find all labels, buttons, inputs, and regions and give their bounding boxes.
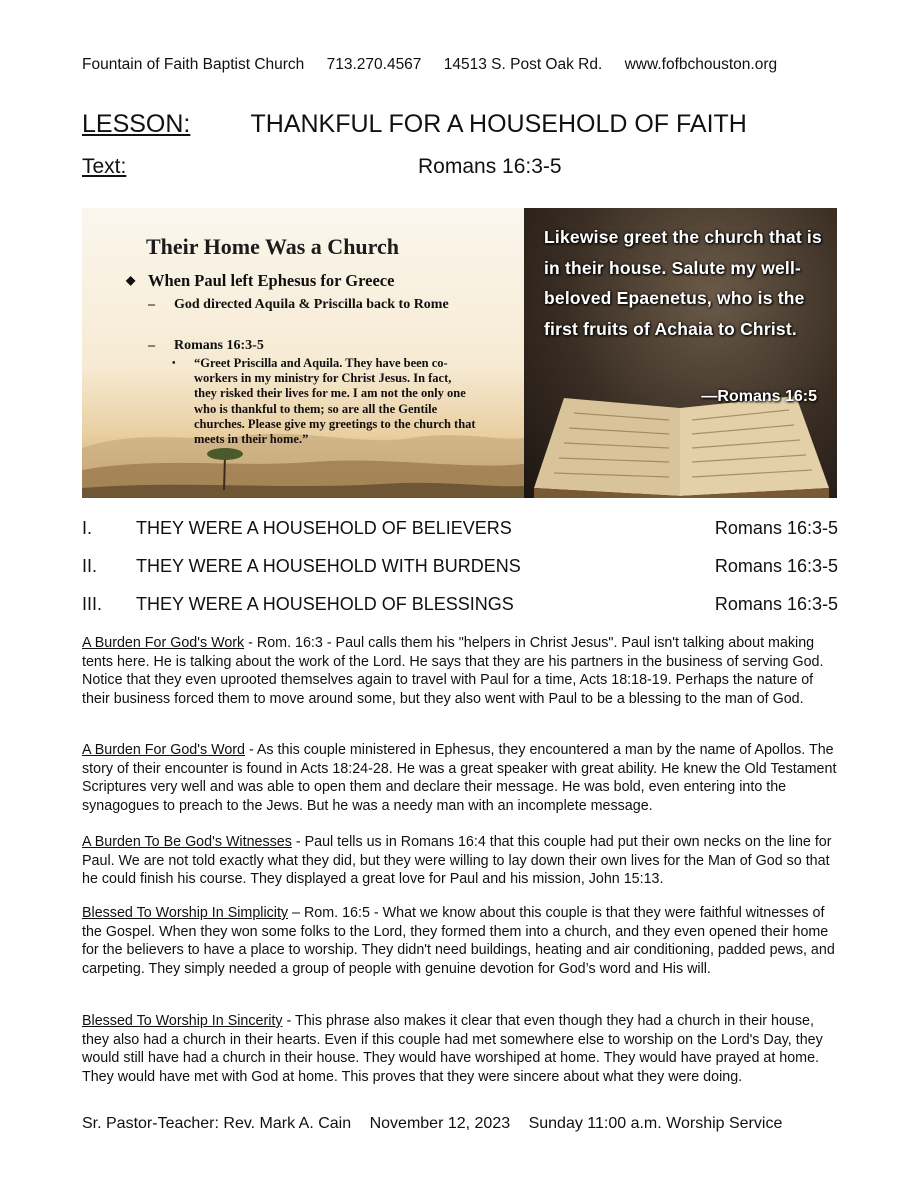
outline-number: II.: [82, 556, 98, 576]
slide-title: Their Home Was a Church: [146, 234, 400, 259]
body-paragraph: [82, 904, 842, 978]
church-name: Fountain of Faith Baptist Church: [82, 56, 305, 73]
open-bible-image: [524, 338, 837, 498]
outline-title: THEY WERE A HOUSEHOLD OF BELIEVERS: [136, 518, 512, 538]
service-time: Sunday 11:00 a.m. Worship Service: [528, 1115, 783, 1132]
outline-number: I.: [82, 518, 93, 538]
slide-subbullet: – God directed Aquila & Priscilla back to Rome: [148, 297, 449, 312]
paragraph-body: - This phrase also makes it clear that even though they had a church in their house, they also had a church in their hearts. Even if this couple had met somewhere else to worship on the Lord's Day, they would still have had a church in their house. They would have worshiped at home. They would have prayed at home. They would have met with God at home. This proves that they were sincere about what they were doing.: [82, 1013, 823, 1085]
service-date: November 12, 2023: [369, 1115, 511, 1132]
paragraph-heading: A Burden To Be God's Witnesses: [82, 834, 292, 850]
paragraph-body: - As this couple ministered in Ephesus, they encountered a man by the name of Apollos. The story of their encounter is found in Acts 18:24-28. He was a great speaker with great ability. He knew the Old Testament Scriptures very well and was able to open them and declare their message. He was bold, even entering into the synagogues to preach to the Jews. But he was a needy man with an incomplete message.: [82, 742, 837, 814]
body-paragraph: [82, 833, 842, 889]
bible-verse-text: Likewise greet the church that is in their house. Salute my well-beloved Epaenetus, who is the first fruits of Achaia to Christ.: [544, 227, 822, 339]
slide-quote: • “Greet Priscilla and Aquila. They have been co-workers in my ministry for Christ Jesus. In fact, they risked their lives for me. I am not the only one who is thankful to them; so are all the Gentile churches. Please give my greetings to the church that meets in their home.”: [172, 356, 476, 447]
bullet-icon: •: [172, 358, 176, 369]
slide-subbullet: – Romans 16:3-5: [148, 338, 264, 353]
bible-verse-reference: —Romans 16:5: [701, 388, 817, 405]
bible-verse-panel: [524, 208, 837, 498]
outline-title: THEY WERE A HOUSEHOLD WITH BURDENS: [136, 556, 521, 576]
church-phone: 713.270.4567: [326, 56, 422, 73]
text-reference: Romans 16:3-5: [418, 155, 562, 178]
outline-number: III.: [82, 594, 103, 614]
text-row: [82, 155, 842, 179]
paragraph-heading: Blessed To Worship In Sincerity: [82, 1013, 283, 1029]
paragraph-heading: A Burden For God's Work: [82, 635, 245, 651]
church-website: www.fofbchouston.org: [624, 56, 778, 73]
paragraph-body: - Paul tells us in Romans 16:4 that this couple had put their own necks on the line for Paul. We are not told exactly what they did, but they were willing to lay down their own lives for the Man of God so that he could finish his course. They displayed a great love for Paul and his mission, John 15:13.: [82, 834, 832, 888]
church-address: 14513 S. Post Oak Rd.: [443, 56, 603, 73]
outline-reference: Romans 16:3-5: [714, 518, 838, 538]
paragraph-heading: A Burden For God's Word: [82, 742, 245, 758]
outline-reference: Romans 16:3-5: [714, 556, 838, 576]
outline-title: THEY WERE A HOUSEHOLD OF BLESSINGS: [136, 594, 514, 614]
paragraph-body: - Rom. 16:3 - Paul calls them his "helpers in Christ Jesus". Paul isn't talking about making tents here. He is talking about the work of the Lord. He says that they are his partners in the business of serving God. Notice that they even uprooted themselves again to travel with Paul for a time, Acts 18:18-19. Perhaps the nature of their business forced them to move around some, but they also went with Paul to be a blessing to the man of God.: [82, 635, 824, 707]
sermon-banner-image: [82, 208, 837, 498]
diamond-bullet-icon: ◆: [126, 273, 136, 287]
paragraph-body: – Rom. 16:5 - What we know about this couple is that they were faithful witnesses of the Gospel. When they won some folks to the Lord, they formed them into a church, and they even opened their home for the believers to have a place to worship. They didn't need buildings, heating and air conditioning, padded pews, and carpeting. They simply needed a group of people with genuine devotion for God’s word and His will.: [82, 905, 835, 977]
page-footer: [82, 1115, 796, 1133]
church-header: [82, 56, 842, 74]
body-paragraph: [82, 634, 842, 708]
lesson-title-row: [82, 110, 747, 139]
paragraph-heading: Blessed To Worship In Simplicity: [82, 905, 289, 921]
lesson-label: LESSON:: [82, 110, 191, 138]
pastor-name: Sr. Pastor-Teacher: Rev. Mark A. Cain: [82, 1115, 352, 1132]
outline-reference: Romans 16:3-5: [714, 594, 838, 614]
body-paragraph: [82, 741, 842, 815]
body-paragraph: [82, 1012, 842, 1086]
text-label: Text:: [82, 155, 127, 178]
slide-panel: [82, 208, 524, 498]
slide-bullet: ◆ When Paul left Ephesus for Greece: [126, 271, 395, 290]
lesson-title: THANKFUL FOR A HOUSEHOLD OF FAITH: [250, 110, 747, 138]
